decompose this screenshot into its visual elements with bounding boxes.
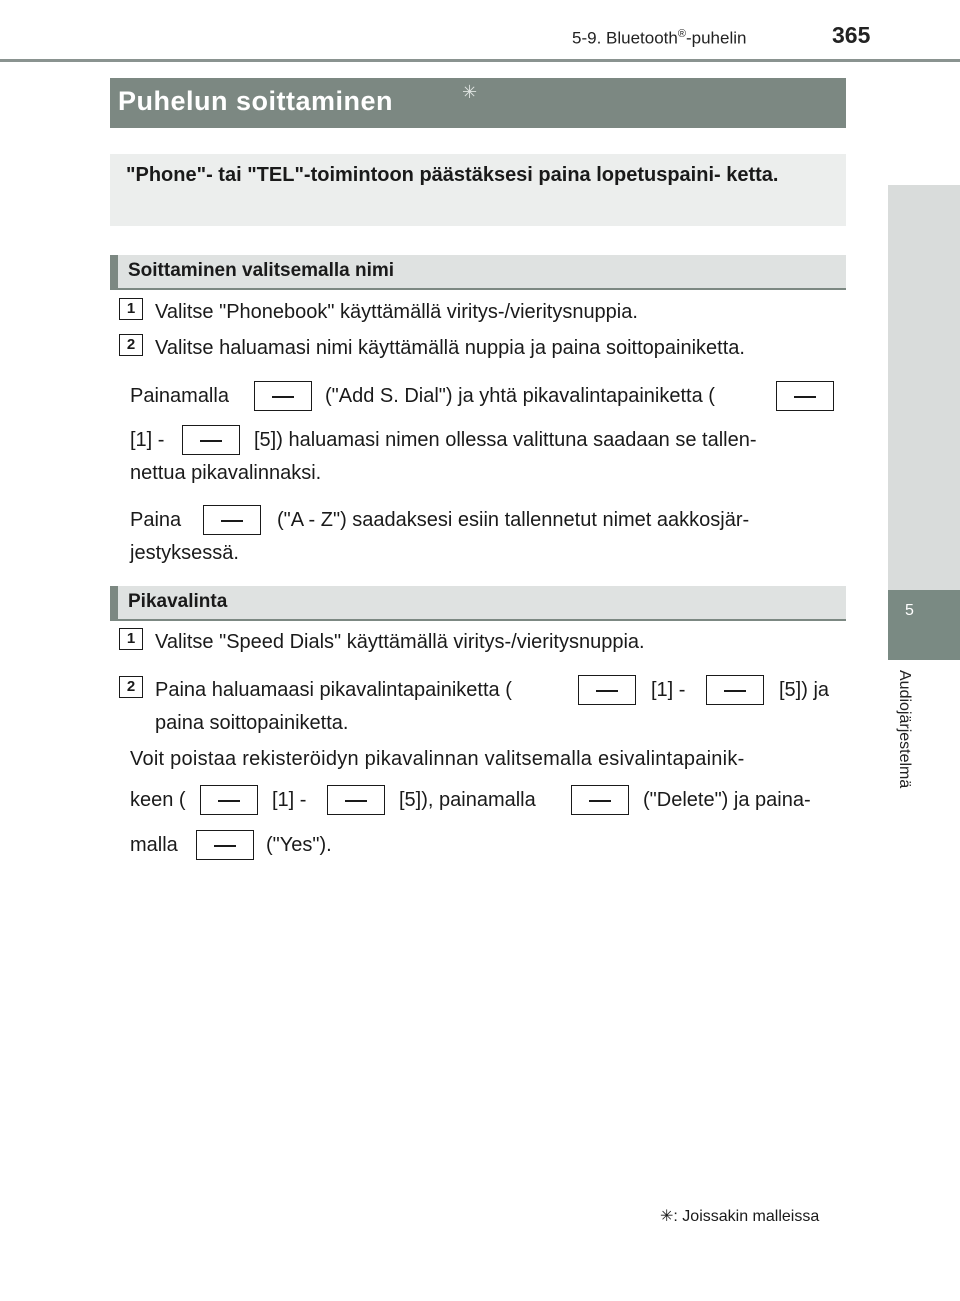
step-number-badge: [119, 676, 143, 698]
chapter-title: Audiojärjestelmä: [896, 670, 913, 789]
chapter-title-vertical: [895, 670, 923, 840]
button-icon: [196, 830, 254, 860]
page-number: 365: [832, 22, 871, 48]
button-icon: [200, 785, 258, 815]
button-icon: [706, 675, 764, 705]
button-icon: [327, 785, 385, 815]
footnote-text: : Joissakin malleissa: [673, 1208, 820, 1225]
note-text: [1] -: [272, 789, 307, 811]
step-number-badge: [119, 628, 143, 650]
page-title-bar: [110, 78, 846, 128]
note-text: [1] -: [130, 429, 165, 451]
section-heading: Soittaminen valitsemalla nimi: [128, 260, 395, 281]
button-icon: [182, 425, 240, 455]
intro-text: "Phone"- tai "TEL"-toimintoon päästäksesi paina lopetuspaini- ketta.: [126, 164, 779, 186]
step-text: Paina haluamaasi pikavalintapainiketta (: [155, 679, 512, 701]
step-text: Valitse "Speed Dials" käyttämällä viritys-/vieritysnuppia.: [155, 631, 645, 653]
step-number: 2: [126, 336, 136, 353]
button-icon: [571, 785, 629, 815]
note-text: jestyksessä.: [130, 542, 239, 564]
note-text: keen (: [130, 789, 186, 811]
footnote: [660, 1206, 819, 1226]
step-number: 2: [126, 678, 136, 695]
step-number-badge: [119, 298, 143, 320]
step-text: [5]) ja: [779, 679, 830, 701]
note-text: ("Yes").: [266, 834, 332, 856]
step-text: Valitse "Phonebook" käyttämällä viritys-/vieritysnuppia.: [155, 301, 638, 323]
note-text: [5]) haluamasi nimen ollessa valittuna saadaan se tallen-: [254, 429, 757, 451]
header-divider: [0, 59, 960, 62]
breadcrumb-section: 5-9. Bluetooth: [572, 28, 678, 48]
step-number-badge: [119, 334, 143, 356]
step-text: paina soittopainiketta.: [155, 712, 349, 734]
note-text: ("Add S. Dial") ja yhtä pikavalintapainiketta (: [325, 385, 715, 407]
note-text: [5]), painamalla: [399, 789, 536, 811]
button-icon: [203, 505, 261, 535]
breadcrumb-suffix: -puhelin: [685, 28, 747, 48]
asterisk-icon: ✳: [660, 1208, 674, 1225]
note-text: Voit poistaa rekisteröidyn pikavalinnan valitsemalla esivalintapainik-: [130, 748, 745, 770]
note-text: ("A - Z") saadaksesi esiin tallennetut nimet aakkosjär-: [277, 509, 750, 531]
button-icon: [776, 381, 834, 411]
note-text: Painamalla: [130, 385, 229, 407]
chapter-breadcrumb: [572, 28, 746, 49]
note-text: ("Delete") ja paina-: [643, 789, 811, 811]
chapter-tab: [888, 590, 960, 660]
intro-box: [110, 154, 846, 226]
section-heading-bar: [110, 586, 846, 621]
step-text: [1] -: [651, 679, 686, 701]
section-heading-bar: [110, 255, 846, 290]
registered-mark: ®: [677, 28, 686, 40]
note-text: Paina: [130, 509, 182, 531]
step-number: 1: [126, 630, 136, 647]
page-title: Puhelun soittaminen: [118, 86, 394, 116]
note-text: nettua pikavalinnaksi.: [130, 462, 322, 484]
button-icon: [254, 381, 312, 411]
note-text: malla: [130, 834, 178, 856]
step-text: Valitse haluamasi nimi käyttämällä nuppia ja paina soittopainiketta.: [155, 337, 745, 359]
chapter-number: 5: [905, 602, 914, 619]
side-tab-strip: [888, 185, 960, 590]
step-number: 1: [126, 300, 136, 317]
section-heading: Pikavalinta: [128, 591, 228, 612]
button-icon: [578, 675, 636, 705]
asterisk-icon: ✳: [462, 82, 478, 102]
